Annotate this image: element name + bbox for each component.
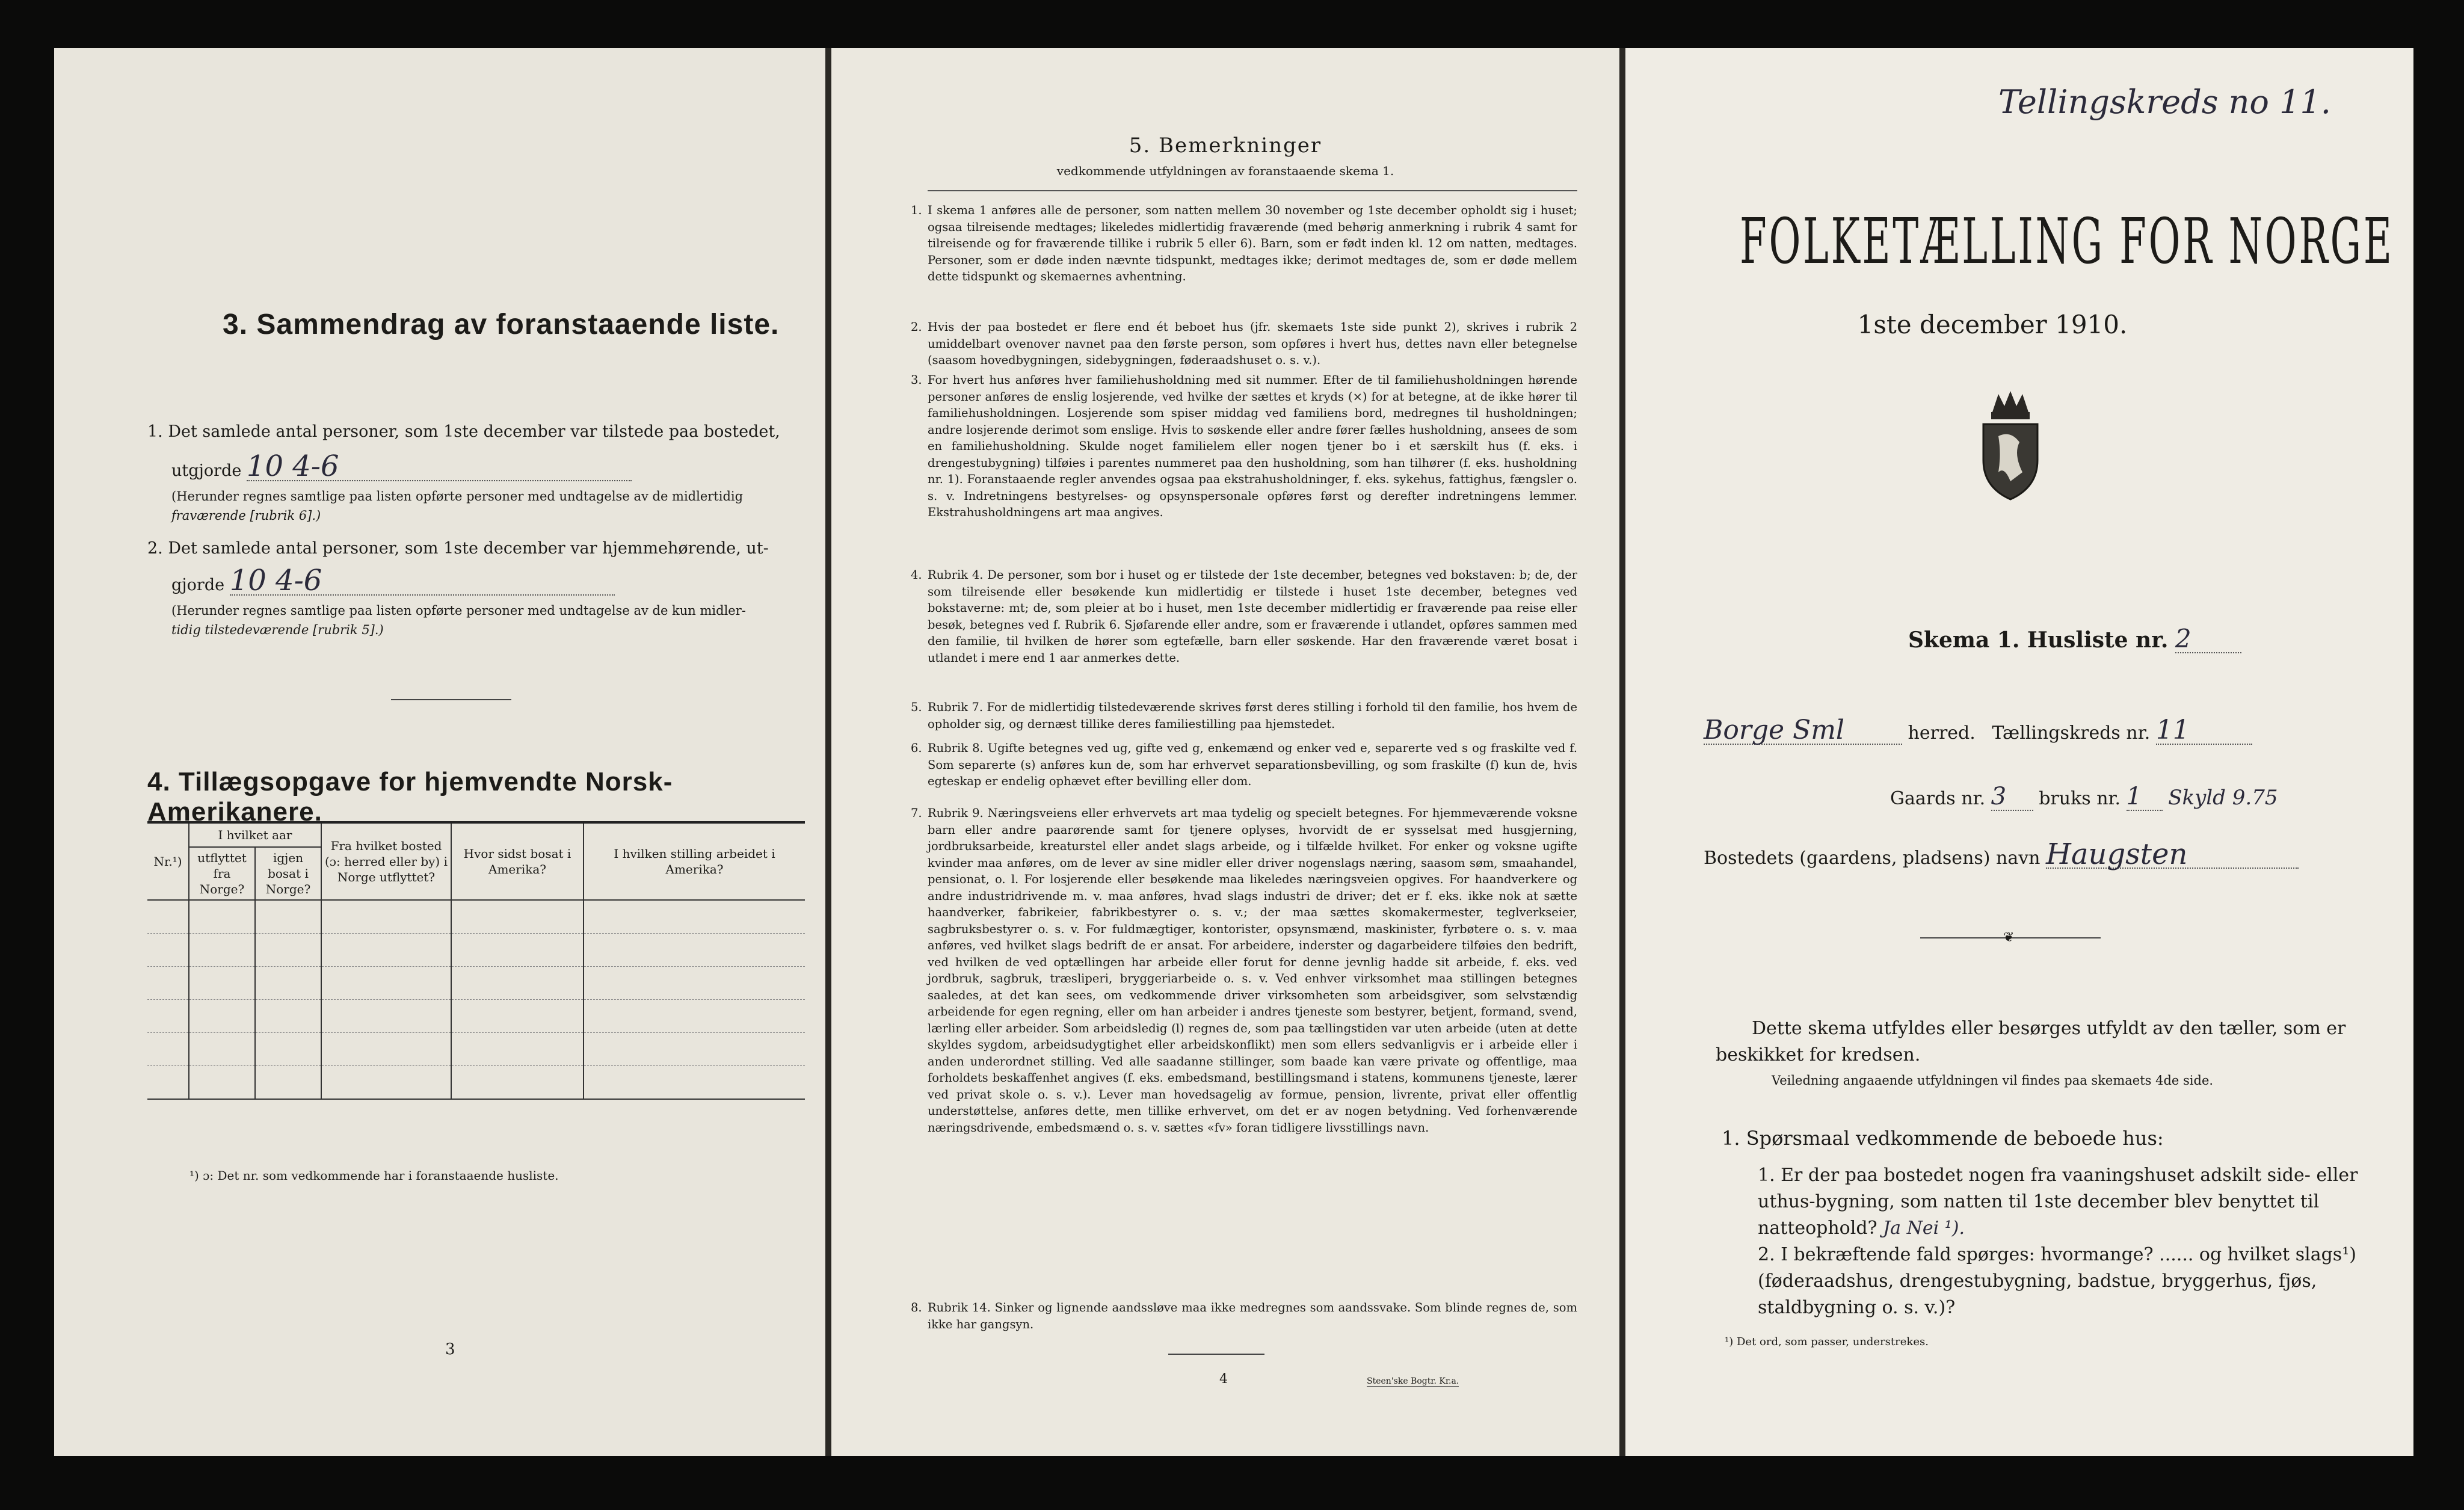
table-footnote: ¹) ɔ: Det nr. som vedkommende har i foranstaaende husliste. bbox=[189, 1168, 559, 1183]
handwritten-header: Tellingskreds no 11. bbox=[1998, 83, 2331, 121]
summary-item-2-note-line2: tidig tilstedeværende [rubrik 5].) bbox=[171, 623, 384, 637]
remark-text: Rubrik 14. Sinker og lignende aandssløve maa ikke medregnes som aandssvake. Som blinde regnes de, som ikke har gangsyn. bbox=[928, 1301, 1577, 1331]
remark-5 bbox=[911, 699, 1577, 732]
remark-text: Hvis der paa bostedet er flere end ét beboet hus (jfr. skemaets 1ste side punkt 2), skrives i rubrik 2 umiddelbart ovenover navnet paa den første person, som opføres i hvert hus, dettes navn eller betegnelse (saasom hovedbygningen, sidebygningen, føderaadshuset o. s. v.). bbox=[928, 320, 1577, 367]
summary-item-1 bbox=[147, 420, 797, 525]
skyld-value: Skyld 9.75 bbox=[2168, 786, 2278, 810]
summary-item-1-note-line2: fraværende [rubrik 6].) bbox=[171, 508, 321, 523]
remark-2 bbox=[911, 319, 1577, 369]
instruction-text: Dette skema utfyldes eller besørges utfyldt av den tæller, som er beskikket for kredsen. bbox=[1716, 1018, 2346, 1065]
page-number: 4 bbox=[1219, 1372, 1228, 1387]
page-fold bbox=[825, 48, 831, 1456]
table-row bbox=[147, 1033, 805, 1066]
col-nr: Nr.¹) bbox=[147, 822, 189, 900]
schema-line bbox=[1908, 626, 2241, 654]
schema-label: Skema 1. Husliste nr. bbox=[1908, 627, 2169, 653]
summary-item-2-note-line1: (Herunder regnes samtlige paa listen opførte personer med undtagelse av de kun midler- bbox=[171, 603, 746, 618]
summary-item-1-note bbox=[171, 487, 797, 525]
remark-1 bbox=[911, 202, 1577, 285]
remark-text: Rubrik 9. Næringsveiens eller erhvervets art maa tydelig og specielt betegnes. For hjemmeværende voksne barn eller andre paarørende samt for tjenere oplyses, hvorvidt de er sysselsat med husgjerning, jordbruksarbeide, kreaturstel eller andet slags arbeide, og i tilfælde hvilket. For enker og voksne ugifte kvinder maa anføres, om de lever av sine midler eller driver nogenslags næring, saasom søm, smaahandel, pensionat, o. l. For losjerende eller besøkende maa likeledes næringsveien opgives. For haandverkere og andre industridrivende m. v. maa anføres, hvad slags industri de driver; det er f. eks. ikke nok at sætte haandverker, fabrikeier, fabrikbestyrer o. s. v.; der maa sættes skomakermester, teglverkseier, sagbruksbestyrer o. s. v. For fuldmægtiger, kontorister, opsynsmænd, maskinister, fyrbøtere o. s. v. maa anføres, ved hvilket slags bedrift de er ansat. For arbeidere, inderster og dagarbeidere tilføies den bedrift, ved hvilken de ved optællingen har arbeide eller forut for denne jevnlig hadde sit arbeide, f. eks. ved jordbruk, sagbruk, træsliperi, bryggeriarbeide o. s. v. Ved enhver virksomhet maa stillingen betegnes saaledes, at det kan sees, om vedkommende driver virksomheten som arbeidsgiver, som selvstændig arbeidende for egen regning, eller om han arbeider i andres tjeneste som bestyrer, betjent, formand, svend, lærling eller arbeider. Som arbeidsledig (l) regnes de, som paa tællingstiden var uten arbeide (uten at dette skyldes sygdom, arbeidsudygtighet eller arbeidskonflikt) men som ellers sedvanligvis er i arbeide eller i anden underordnet stilling. Ved alle saadanne stillinger, som baade kan være private og offentlige, maa forholdets beskaffenhet angives (f. eks. embedsmand, bestillingsmand i statens, kommunens tjeneste, lærer ved privat skole o. s. v.). Lever man hovedsagelig av formue, pension, livrente, privat eller offentlig understøttelse, anføres dette, men tillike erhvervet, om det er av nogen betydning. Ved forhenværende næringsdrivende, embedsmænd o. s. v. sættes «fv» foran tidligere livsstillings navn. bbox=[928, 806, 1577, 1135]
summary-item-2-label: gjorde bbox=[171, 576, 225, 594]
summary-item-2-value: 10 4-6 bbox=[230, 567, 615, 596]
printer-mark: Steen'ske Bogtr. Kr.a. bbox=[1367, 1376, 1459, 1386]
summary-item-2 bbox=[147, 537, 797, 639]
question-1-text: 1. Er der paa bostedet nogen fra vaaningshuset adskilt side- eller uthus-bygning, som natten til 1ste december blev benyttet til natteophold? bbox=[1758, 1165, 2358, 1239]
bosted-value: Haugsten bbox=[2046, 841, 2299, 869]
question-section-title: 1. Spørsmaal vedkommende de beboede hus: bbox=[1722, 1127, 2164, 1150]
section-4-title: 4. Tillægsopgave for hjemvendte Norsk-Amerikanere. bbox=[147, 767, 673, 827]
page1-footnote: ¹) Det ord, som passer, understrekes. bbox=[1725, 1336, 1929, 1348]
remark-number: 2. bbox=[911, 320, 922, 334]
summary-item-1-label: utgjorde bbox=[171, 461, 242, 480]
divider bbox=[391, 699, 511, 700]
bruks-value: 1 bbox=[2127, 783, 2163, 811]
remark-text: Rubrik 8. Ugifte betegnes ved ug, gifte ved g, enkemænd og enker ved e, separerte ved s og fraskilte ved f. Som separerte (s) anføres kun de, som har erhvervet separationsbevilling, og som fraskilte (f) kun de, hvis egteskap er endelig ophævet efter bevilling eller dom. bbox=[928, 741, 1577, 788]
gaards-label: Gaards nr. bbox=[1890, 788, 1986, 809]
remark-3 bbox=[911, 372, 1577, 521]
page-3 bbox=[54, 48, 825, 1456]
form-date: 1ste december 1910. bbox=[1857, 310, 2128, 339]
remark-text: I skema 1 anføres alle de personer, som natten mellem 30 november og 1ste december opholdt sig i huset; ogsaa tilreisende medtages; likeledes midlertidig fraværende (med behørig anmerkning i rubrik 4 samt for tilreisende og for fraværende tillike i rubrik 5 eller 6). Barn, som er født inden kl. 12 om natten, medtages. Personer, som er døde inden nævnte tidspunkt, medtages ikke; derimot medtages de, som er døde mellem dette tidspunkt og skemaernes avhentning. bbox=[928, 203, 1577, 283]
question-1-answer: Ja Nei ¹). bbox=[1883, 1218, 1965, 1239]
col-stilling: I hvilken stilling arbeidet i Amerika? bbox=[584, 822, 805, 900]
remarks-subtitle: vedkommende utfyldningen av foranstaaende skema 1. bbox=[1056, 164, 1394, 178]
bosted-line bbox=[1704, 837, 2299, 872]
table-row bbox=[147, 1066, 805, 1100]
remark-7 bbox=[911, 805, 1577, 1136]
coat-of-arms-icon bbox=[1974, 388, 2047, 502]
summary-item-1-value: 10 4-6 bbox=[247, 452, 632, 481]
table-row bbox=[147, 934, 805, 967]
remark-number: 6. bbox=[911, 741, 922, 755]
gaards-value: 3 bbox=[1991, 783, 2033, 811]
section-3-title: 3. Sammendrag av foranstaaende liste. bbox=[223, 309, 780, 341]
table-row bbox=[147, 1000, 805, 1033]
col-utflyttet: utflyttet fra Norge? bbox=[189, 847, 255, 900]
question-1 bbox=[1758, 1162, 2359, 1242]
summary-item-1-text: 1. Det samlede antal personer, som 1ste december var tilstede paa bostedet, bbox=[147, 422, 780, 441]
remark-number: 1. bbox=[911, 203, 922, 217]
page-1 bbox=[1625, 48, 2413, 1456]
col-sidst-bosat: Hvor sidst bosat i Amerika? bbox=[451, 822, 584, 900]
table-row bbox=[147, 900, 805, 934]
question-2: 2. I bekræftende fald spørges: hvormange? ...... og hvilket slags¹) (føderaadshus, drengestubygning, badstue, bryggerhus, fjøs, staldbygning o. s. v.)? bbox=[1758, 1244, 2356, 1318]
remark-4 bbox=[911, 567, 1577, 666]
remark-number: 5. bbox=[911, 700, 922, 714]
divider bbox=[928, 190, 1577, 191]
summary-item-2-text: 2. Det samlede antal personer, som 1ste december var hjemmehørende, ut- bbox=[147, 539, 769, 558]
col-group-aar: I hvilket aar bbox=[189, 822, 321, 847]
table-row bbox=[147, 967, 805, 1000]
divider bbox=[1168, 1354, 1264, 1355]
herred-line bbox=[1704, 717, 2252, 747]
husliste-number: 2 bbox=[2175, 626, 2241, 653]
herred-label: herred. bbox=[1908, 723, 1976, 744]
col-igjen: igjen bosat i Norge? bbox=[255, 847, 321, 900]
bruks-label: bruks nr. bbox=[2039, 788, 2121, 809]
col-fra-bosted: Fra hvilket bosted (ɔ: herred eller by) i Norge utflyttet? bbox=[321, 822, 451, 900]
remark-8 bbox=[911, 1299, 1577, 1333]
ornament-icon: ❦ bbox=[2003, 930, 2015, 945]
remark-number: 7. bbox=[911, 806, 922, 820]
krets-label: Tællingskreds nr. bbox=[1992, 723, 2151, 744]
summary-item-2-note bbox=[171, 601, 797, 639]
herred-value: Borge Sml bbox=[1704, 717, 1902, 745]
remark-text: Rubrik 7. For de midlertidig tilstedeværende skrives først deres stilling i forhold til den familie, hos hvem de opholder sig, og dernæst tillike deres familiestilling paa hjemstedet. bbox=[928, 700, 1577, 731]
norsk-amerikanere-table bbox=[147, 821, 805, 1100]
form-title: FOLKETÆLLING FOR NORGE bbox=[1740, 205, 2394, 278]
page-fold bbox=[1619, 48, 1625, 1456]
summary-item-1-note-line1: (Herunder regnes samtlige paa listen opførte personer med undtagelse av de midlertidig bbox=[171, 489, 744, 504]
remark-number: 3. bbox=[911, 373, 922, 387]
remark-text: For hvert hus anføres hver familiehusholdning med sit nummer. Efter de til familiehusholdningen hørende personer anføres de enslig losjerende, ved hvilke der sættes et kryds (×) for at betegne, at de ikke hører til familiehusholdningen. Losjerende som spiser middag ved familiens bord, medregnes til husholdningen; andre losjerende derimot som enslige. Hvis to søskende eller andre fører fælles husholdning, ansees de som en familiehusholdning. Skulde noget familielem eller nogen tjener bo i et særskilt hus (f. eks. i drengestubygning) tilføies i parentes nummeret paa den husholdning, som han tilhører (f. eks. husholdning nr. 1). Foranstaaende regler anvendes ogsaa paa ekstrahusholdninger, f. eks. sykehus, fattighus, fængsler o. s. v. Indretningens bestyrelses- og opsynspersonale opføres først og derefter indretningens lemmer. Ekstrahusholdningens art maa angives. bbox=[928, 373, 1577, 519]
remark-text: Rubrik 4. De personer, som bor i huset og er tilstede der 1ste december, betegnes ved bokstaven: b; de, der som tilreisende eller besøkende kun midlertidig er tilstede i huset 1ste december, betegnes ved bokstaverne: mt; de, som pleier at bo i huset, men 1ste december midlertidig er fraværende paa reise eller besøk, betegnes ved f. Rubrik 6. Sjøfarende eller andre, som er fraværende i utlandet, opføres sammen med den familie, til hvilken de hører som egtefælle, barn eller søskende. Har den fraværende været bosat i utlandet i mere end 1 aar anmerkes dette. bbox=[928, 568, 1577, 665]
page-4 bbox=[831, 48, 1619, 1456]
bosted-label: Bostedets (gaardens, pladsens) navn bbox=[1704, 848, 2040, 869]
remark-number: 8. bbox=[911, 1301, 922, 1314]
page-number: 3 bbox=[445, 1340, 455, 1358]
gaards-line bbox=[1890, 783, 2278, 812]
krets-value: 11 bbox=[2156, 717, 2252, 745]
instruction-note: Veiledning angaaende utfyldningen vil findes paa skemaets 4de side. bbox=[1771, 1073, 2214, 1088]
remarks-title: 5. Bemerkninger bbox=[1129, 134, 1322, 158]
remark-number: 4. bbox=[911, 568, 922, 582]
remark-6 bbox=[911, 740, 1577, 790]
